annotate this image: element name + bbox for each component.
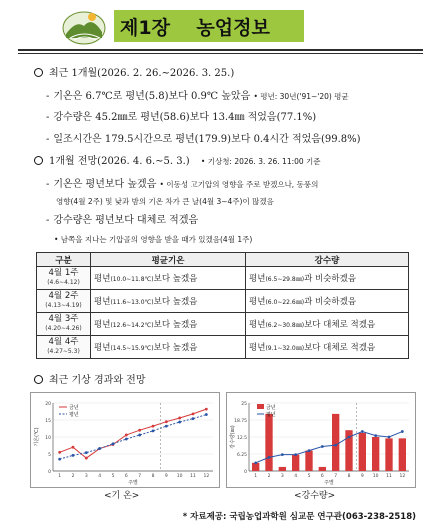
data-point bbox=[138, 429, 141, 432]
rain-cell bbox=[246, 313, 409, 336]
rain-cell bbox=[246, 336, 409, 359]
week-range: (4.13∼4.19) bbox=[45, 302, 82, 309]
y-tick-label: 20 bbox=[45, 402, 51, 407]
x-tick-label: 8 bbox=[347, 474, 351, 479]
y-axis-title: 기온(℃) bbox=[34, 427, 40, 447]
data-point bbox=[58, 451, 61, 454]
recent-sun-line: - 일조시간은 179.5시간으로 평년(179.9)보다 0.4시간 적었음(99.8%) bbox=[46, 134, 361, 145]
y-tick-label: 15 bbox=[45, 419, 51, 424]
data-point bbox=[254, 461, 257, 464]
data-point bbox=[178, 421, 181, 424]
rain-text: 강수량은 평년보다 대체로 적겠음 bbox=[53, 215, 199, 226]
y-tick-label: 6.25 bbox=[236, 453, 247, 458]
normal-range: (6.2∼30.8㎜) bbox=[265, 322, 305, 329]
y-tick-label: 5 bbox=[48, 453, 51, 458]
outlook-temp-detail-2: 영향(4월 2주) 및 낮과 밤의 기온 차가 큰 날(4월 3∼4주)이 많겠음 bbox=[56, 197, 274, 206]
table-header-row bbox=[37, 253, 409, 267]
page-title: 제1장 농업정보 bbox=[120, 17, 270, 39]
forecast-table bbox=[36, 252, 409, 359]
week-label: 4월 3주 bbox=[48, 314, 79, 324]
cell-text: 평년 bbox=[94, 297, 111, 307]
data-point bbox=[152, 429, 155, 432]
cell-text: 평년 bbox=[249, 343, 266, 353]
week-cell bbox=[37, 290, 91, 313]
bar bbox=[265, 414, 272, 471]
data-point bbox=[348, 436, 351, 439]
cell-text: 보다 높겠음 bbox=[153, 297, 198, 307]
cell-text: 평년 bbox=[249, 297, 266, 307]
sun-text: 일조시간은 179.5시간으로 평년(179.9)보다 0.4시간 적었음(99.8%) bbox=[53, 134, 361, 145]
data-point bbox=[72, 454, 75, 457]
temp-cell bbox=[91, 267, 246, 290]
x-tick-label: 10 bbox=[372, 474, 379, 479]
x-tick-label: 12 bbox=[203, 474, 210, 479]
outlook-rain-note: • 남쪽을 지나는 기압골의 영향을 받을 때가 있겠음(4월 1주) bbox=[54, 235, 253, 244]
x-tick-label: 2 bbox=[71, 474, 75, 479]
header-logo bbox=[60, 6, 108, 46]
data-point bbox=[205, 408, 208, 411]
data-point bbox=[85, 457, 88, 460]
cell-text: 평년 bbox=[249, 320, 266, 330]
x-axis-title: 주별 bbox=[324, 480, 334, 486]
issue-note: • 기상청: 2026. 3. 26. 11:00 기준 bbox=[200, 157, 321, 166]
bar bbox=[359, 433, 366, 471]
data-point bbox=[192, 417, 195, 420]
heading-text: 1개월 전망(2026. 4. 6.∼5. 3.) bbox=[49, 156, 190, 167]
data-point bbox=[361, 430, 364, 433]
cell-text: 보다 대체로 적겠음 bbox=[304, 343, 376, 353]
week-label: 4월 1주 bbox=[48, 268, 79, 278]
normal-range: (11.6∼13.0℃) bbox=[110, 299, 154, 306]
circle-bullet-icon bbox=[34, 68, 43, 77]
cell-text: 과 비슷하겠음 bbox=[304, 297, 357, 307]
section-recent-heading bbox=[34, 67, 234, 81]
precipitation-caption: <강수량> bbox=[294, 491, 336, 501]
cell-text: 평년 bbox=[94, 320, 111, 330]
bar bbox=[399, 438, 406, 471]
data-point bbox=[178, 417, 181, 420]
y-axis-title: 강수량(㎜) bbox=[230, 425, 236, 449]
temp-text: 기온은 평년보다 높겠음 bbox=[53, 179, 157, 190]
heading-text: 최근 1개월(2026. 2. 26.∼2026. 3. 25.) bbox=[49, 68, 235, 79]
recent-temp-line: - 기온은 6.7℃로 평년(5.8)보다 0.9℃ 높았음 • 평년: 30년('91∼'20) 평균 bbox=[46, 91, 349, 102]
data-point bbox=[85, 451, 88, 454]
x-tick-label: 6 bbox=[124, 474, 128, 479]
normal-range: (12.6∼14.2℃) bbox=[110, 322, 154, 329]
bar bbox=[332, 414, 339, 471]
x-tick-label: 9 bbox=[164, 474, 168, 479]
y-tick-label: 18.75 bbox=[234, 419, 247, 424]
x-tick-label: 3 bbox=[280, 474, 284, 479]
y-tick-label: 0 bbox=[48, 470, 51, 475]
x-tick-label: 6 bbox=[320, 474, 324, 479]
temp-cell bbox=[91, 336, 246, 359]
source-credit: * 자료제공: 국립농업과학원 심교문 연구관(063-238-2518) bbox=[182, 512, 416, 522]
bar bbox=[372, 437, 379, 471]
cell-text: 보다 높겠음 bbox=[153, 320, 198, 330]
header-cell: 구분 bbox=[37, 253, 91, 267]
temp-detail: • 이동성 고기압의 영향을 주로 받겠으나, 동풍의 bbox=[159, 180, 319, 189]
data-point bbox=[388, 436, 391, 439]
y-tick-label: 12.5 bbox=[236, 436, 247, 441]
bar bbox=[292, 455, 299, 471]
x-tick-label: 9 bbox=[360, 474, 364, 479]
y-tick-label: 25 bbox=[241, 402, 247, 407]
x-tick-label: 5 bbox=[307, 474, 311, 479]
x-tick-label: 12 bbox=[399, 474, 406, 479]
precipitation-chart-svg bbox=[227, 393, 415, 487]
legend-label-normal: 평년 bbox=[69, 412, 79, 418]
x-tick-label: 11 bbox=[190, 474, 196, 479]
data-point bbox=[308, 449, 311, 452]
data-point bbox=[138, 434, 141, 437]
cell-text: 평년 bbox=[94, 343, 111, 353]
bar bbox=[279, 467, 286, 471]
rain-text: 강수량은 45.2㎜로 평년(58.6)보다 13.4㎜ 적었음(77.1%) bbox=[53, 112, 317, 123]
title-rule bbox=[18, 49, 423, 51]
y-tick-label: 10 bbox=[45, 436, 51, 441]
cell-text: 보다 높겠음 bbox=[153, 343, 198, 353]
data-point bbox=[192, 412, 195, 415]
week-range: (4.6∼4.12) bbox=[47, 279, 80, 286]
data-point bbox=[268, 456, 271, 459]
cell-text: 과 비슷하겠음 bbox=[304, 274, 357, 284]
x-tick-label: 10 bbox=[176, 474, 183, 479]
title-rule-thin bbox=[18, 53, 423, 54]
precipitation-chart bbox=[226, 392, 416, 488]
cell-text: 평년 bbox=[249, 274, 266, 284]
table-row bbox=[37, 290, 409, 313]
circle-bullet-icon bbox=[34, 375, 43, 384]
week-cell bbox=[37, 313, 91, 336]
table-row bbox=[37, 267, 409, 290]
data-point bbox=[72, 446, 75, 449]
data-point bbox=[205, 413, 208, 416]
x-tick-label: 7 bbox=[138, 474, 142, 479]
x-tick-label: 4 bbox=[294, 474, 298, 479]
table-row bbox=[37, 336, 409, 359]
x-tick-label: 3 bbox=[84, 474, 88, 479]
temp-text: 기온은 6.7℃로 평년(5.8)보다 0.9℃ 높았음 bbox=[53, 91, 251, 102]
temperature-chart-svg bbox=[31, 393, 219, 487]
normal-range: (6.5∼29.8㎜) bbox=[265, 276, 305, 283]
normal-range: (6.0∼22.6㎜) bbox=[265, 299, 305, 306]
temp-cell bbox=[91, 290, 246, 313]
section-chart-heading bbox=[34, 374, 145, 388]
temp-note: • 평년: 30년('91∼'20) 평균 bbox=[253, 92, 349, 101]
temperature-caption: <기 온> bbox=[104, 491, 140, 501]
data-point bbox=[98, 447, 101, 450]
week-range: (4.20∼4.26) bbox=[45, 325, 82, 332]
outlook-temp-line: - 기온은 평년보다 높겠음 • 이동성 고기압의 영향을 주로 받겠으나, 동풍의 bbox=[46, 179, 319, 190]
data-point bbox=[58, 458, 61, 461]
data-point bbox=[374, 434, 377, 437]
rain-cell bbox=[246, 267, 409, 290]
data-point bbox=[334, 444, 337, 447]
recent-rain-line: - 강수량은 45.2㎜로 평년(58.6)보다 13.4㎜ 적었음(77.1%) bbox=[46, 112, 317, 123]
bar bbox=[319, 467, 326, 471]
rain-cell bbox=[246, 290, 409, 313]
cell-text: 평년 bbox=[94, 274, 111, 284]
data-point bbox=[401, 430, 404, 433]
heading-text: 최근 기상 경과와 전망 bbox=[49, 375, 146, 386]
x-tick-label: 8 bbox=[151, 474, 155, 479]
x-tick-label: 4 bbox=[98, 474, 102, 479]
legend-label-recent: 금년 bbox=[266, 405, 276, 411]
normal-range: (14.5∼15.9℃) bbox=[110, 345, 154, 352]
header-cell: 강수량 bbox=[246, 253, 409, 267]
temp-cell bbox=[91, 313, 246, 336]
week-label: 4월 4주 bbox=[48, 337, 79, 347]
x-axis-title: 주별 bbox=[128, 480, 138, 486]
normal-range: (9.1∼32.0㎜) bbox=[265, 345, 305, 352]
cell-text: 보다 대체로 적겠음 bbox=[304, 320, 376, 330]
data-point bbox=[281, 453, 284, 456]
series-line-normal bbox=[256, 432, 403, 463]
data-point bbox=[125, 438, 128, 441]
data-point bbox=[125, 434, 128, 437]
data-point bbox=[152, 425, 155, 428]
week-range: (4.27∼5.3) bbox=[47, 348, 80, 355]
outlook-rain-line: - 강수량은 평년보다 대체로 적겠음 bbox=[46, 215, 199, 226]
data-point bbox=[112, 442, 115, 445]
x-tick-label: 7 bbox=[334, 474, 338, 479]
legend-label-recent: 금년 bbox=[69, 405, 79, 411]
week-cell bbox=[37, 336, 91, 359]
temperature-chart bbox=[30, 392, 220, 488]
week-cell bbox=[37, 267, 91, 290]
legend-label-normal: 평년 bbox=[266, 412, 276, 418]
normal-range: (10.0∼11.8℃) bbox=[110, 276, 154, 283]
x-tick-label: 2 bbox=[267, 474, 271, 479]
x-tick-label: 11 bbox=[386, 474, 392, 479]
table-row bbox=[37, 313, 409, 336]
cell-text: 보다 높겠음 bbox=[153, 274, 198, 284]
week-label: 4월 2주 bbox=[48, 291, 79, 301]
data-point bbox=[165, 425, 168, 428]
x-tick-label: 1 bbox=[254, 474, 258, 479]
data-point bbox=[321, 445, 324, 448]
bar bbox=[385, 438, 392, 471]
header-cell: 평균기온 bbox=[91, 253, 246, 267]
y-tick-label: 0 bbox=[244, 470, 247, 475]
series-line-recent bbox=[60, 409, 207, 458]
legend-swatch-recent bbox=[257, 404, 264, 409]
bar bbox=[305, 451, 312, 471]
circle-bullet-icon bbox=[34, 156, 43, 165]
data-point bbox=[294, 453, 297, 456]
x-tick-label: 1 bbox=[58, 474, 62, 479]
x-tick-label: 5 bbox=[111, 474, 115, 479]
data-point bbox=[165, 420, 168, 423]
section-outlook-heading bbox=[34, 155, 321, 169]
